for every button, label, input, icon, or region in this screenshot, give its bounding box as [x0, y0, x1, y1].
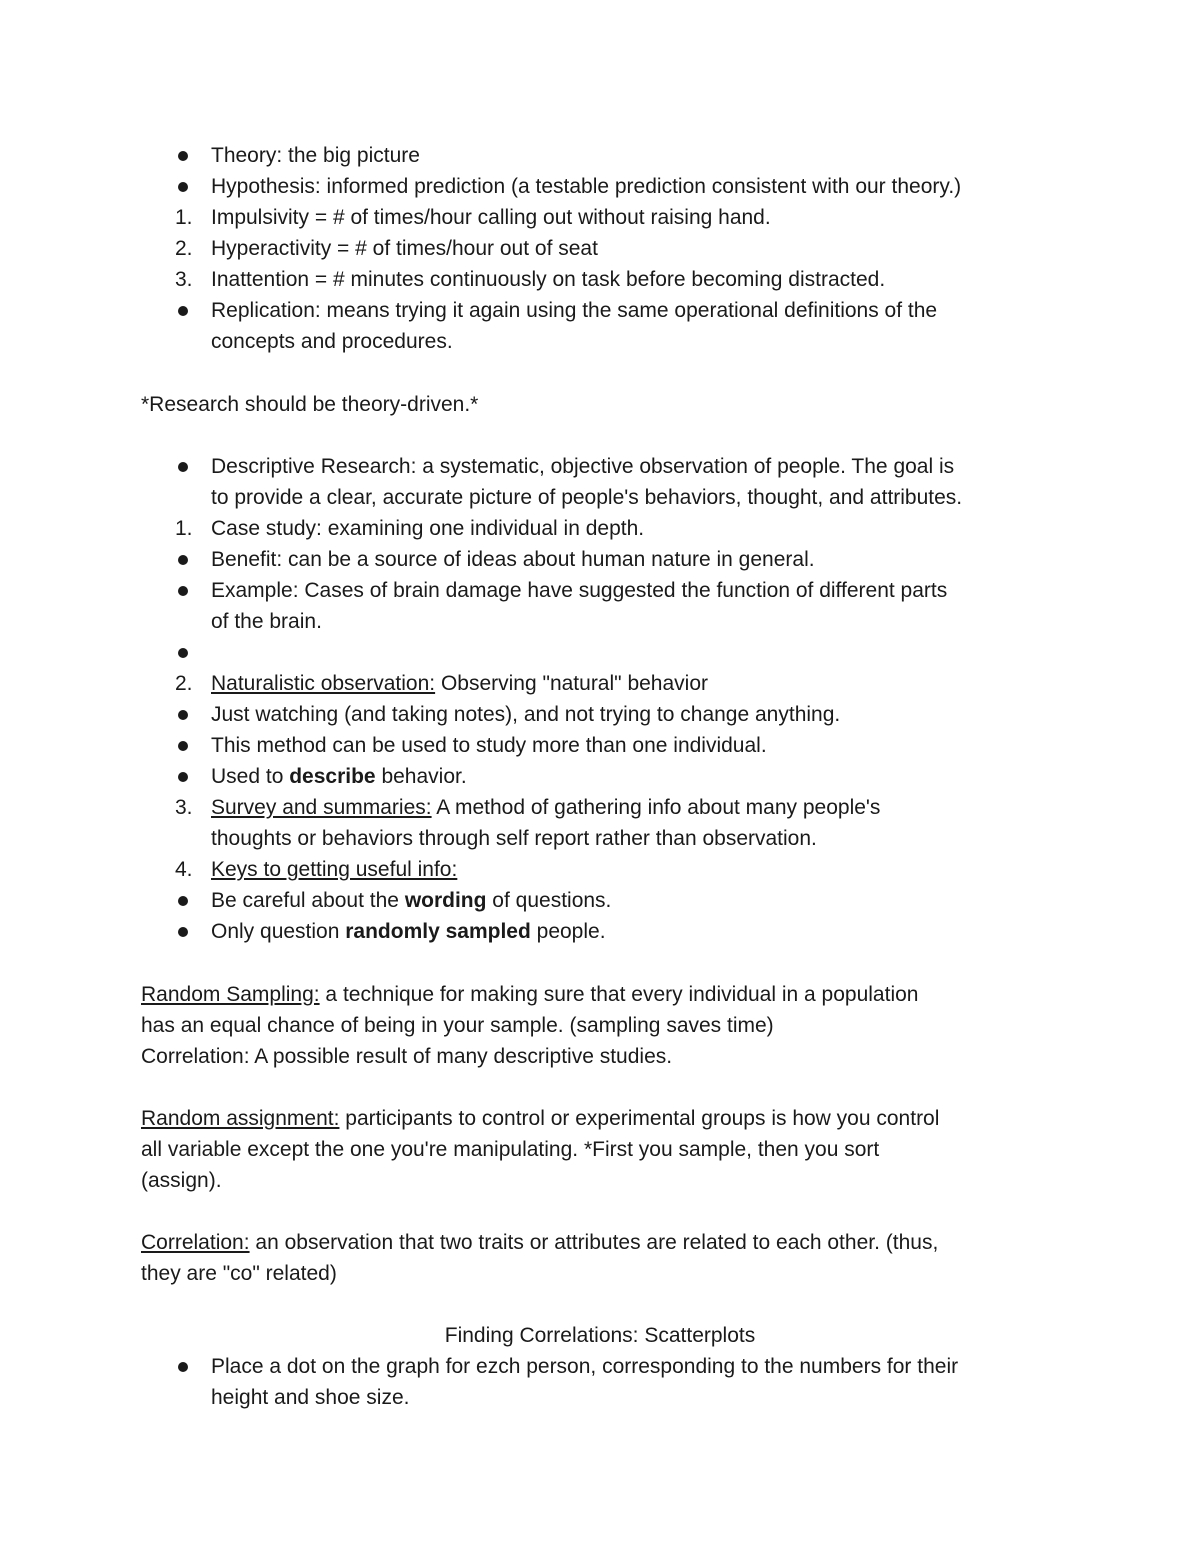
- list-item-impulsivity: Impulsivity = # of times/hour calling out without raising hand.: [211, 206, 771, 229]
- list-item-example-cont: of the brain.: [211, 610, 322, 633]
- text-run: people.: [530, 920, 606, 943]
- list-item-hyperactivity: Hyperactivity = # of times/hour out of seat: [211, 237, 598, 260]
- list-item-random-sampled: [211, 916, 606, 947]
- term-correlation: Correlation:: [141, 1231, 250, 1254]
- list-item-descriptive: Descriptive Research: a systematic, objective observation of people. The goal is: [211, 455, 955, 478]
- list-item-replication: Replication: means trying it again using the same operational definitions of the: [211, 299, 938, 322]
- list-number: 1.: [175, 206, 193, 229]
- bullet-marker: [178, 896, 188, 906]
- bullet-marker: [178, 462, 188, 472]
- list-number: 3.: [175, 796, 193, 819]
- list-item-survey: [211, 792, 880, 823]
- paragraph-random-assignment: [141, 1103, 939, 1134]
- paragraph-correlation: [141, 1227, 938, 1258]
- paragraph-random-sampling: [141, 979, 918, 1010]
- bullet-marker: [178, 586, 188, 596]
- list-number: 3.: [175, 268, 193, 291]
- bold-term-randomly-sampled: randomly sampled: [345, 920, 531, 943]
- list-item-theory: Theory: the big picture: [211, 144, 420, 167]
- list-number: 1.: [175, 517, 193, 540]
- text-run: Be careful about the: [211, 889, 405, 912]
- term-naturalistic-observation: Naturalistic observation:: [211, 672, 436, 695]
- bullet-marker: [178, 710, 188, 720]
- paragraph-correlation-cont: they are "co" related): [141, 1262, 337, 1285]
- survey-definition: A method of gathering info about many people's: [431, 796, 881, 819]
- bullet-marker: [178, 772, 188, 782]
- list-item-scatter: Place a dot on the graph for ezch person, corresponding to the numbers for their: [211, 1355, 959, 1378]
- bullet-marker: [178, 927, 188, 937]
- text-run: behavior.: [375, 765, 467, 788]
- correlation-definition: an observation that two traits or attributes are related to each other. (thus,: [249, 1231, 939, 1254]
- random-sampling-definition: a technique for making sure that every individual in a population: [319, 983, 919, 1006]
- list-item-replication-cont: concepts and procedures.: [211, 330, 453, 353]
- list-item-method: This method can be used to study more than one individual.: [211, 734, 767, 757]
- bullet-marker: [178, 182, 188, 192]
- bullet-marker: [178, 741, 188, 751]
- random-assignment-definition: participants to control or experimental groups is how you control: [339, 1107, 940, 1130]
- research-note: *Research should be theory-driven.*: [141, 393, 479, 416]
- list-item-scatter-cont: height and shoe size.: [211, 1386, 410, 1409]
- naturalistic-definition: Observing "natural" behavior: [435, 672, 708, 695]
- paragraph-random-sampling-cont: has an equal chance of being in your sample. (sampling saves time): [141, 1014, 774, 1037]
- term-survey: Survey and summaries:: [211, 796, 432, 819]
- paragraph-correlation-result: Correlation: A possible result of many descriptive studies.: [141, 1045, 673, 1068]
- paragraph-random-assignment-cont: all variable except the one you're manipulating. *First you sample, then you sort: [141, 1138, 880, 1161]
- bold-term-describe: describe: [289, 765, 376, 788]
- term-random-assignment: Random assignment:: [141, 1107, 340, 1130]
- list-number: 4.: [175, 858, 193, 881]
- text-run: Used to: [211, 765, 290, 788]
- section-heading-scatterplots: Finding Correlations: Scatterplots: [444, 1324, 756, 1347]
- bullet-marker: [178, 555, 188, 565]
- text-run: of questions.: [486, 889, 612, 912]
- list-item-descriptive-cont: to provide a clear, accurate picture of people's behaviors, thought, and attributes.: [211, 486, 963, 509]
- list-item-naturalistic: [211, 668, 708, 699]
- list-number: 2.: [175, 237, 193, 260]
- bullet-marker: [178, 151, 188, 161]
- bullet-marker: [178, 1362, 188, 1372]
- bullet-marker: [178, 306, 188, 316]
- text-run: Only question: [211, 920, 346, 943]
- list-item-hypothesis: Hypothesis: informed prediction (a testable prediction consistent with our theory.): [211, 175, 962, 198]
- list-item-watching: Just watching (and taking notes), and not trying to change anything.: [211, 703, 841, 726]
- list-item-benefit: Benefit: can be a source of ideas about human nature in general.: [211, 548, 815, 571]
- list-item-keys: Keys to getting useful info:: [211, 858, 458, 881]
- list-item-example: Example: Cases of brain damage have suggested the function of different parts: [211, 579, 948, 602]
- list-number: 2.: [175, 672, 193, 695]
- bullet-marker-empty-item: [178, 648, 188, 658]
- paragraph-random-assignment-cont: (assign).: [141, 1169, 222, 1192]
- bold-term-wording: wording: [404, 889, 487, 912]
- list-item-wording: [211, 885, 611, 916]
- list-item-survey-cont: thoughts or behaviors through self report rather than observation.: [211, 827, 817, 850]
- list-item-case-study: Case study: examining one individual in depth.: [211, 517, 645, 540]
- list-item-inattention: Inattention = # minutes continuously on task before becoming distracted.: [211, 268, 886, 291]
- term-random-sampling: Random Sampling:: [141, 983, 320, 1006]
- list-item-describe: [211, 761, 467, 792]
